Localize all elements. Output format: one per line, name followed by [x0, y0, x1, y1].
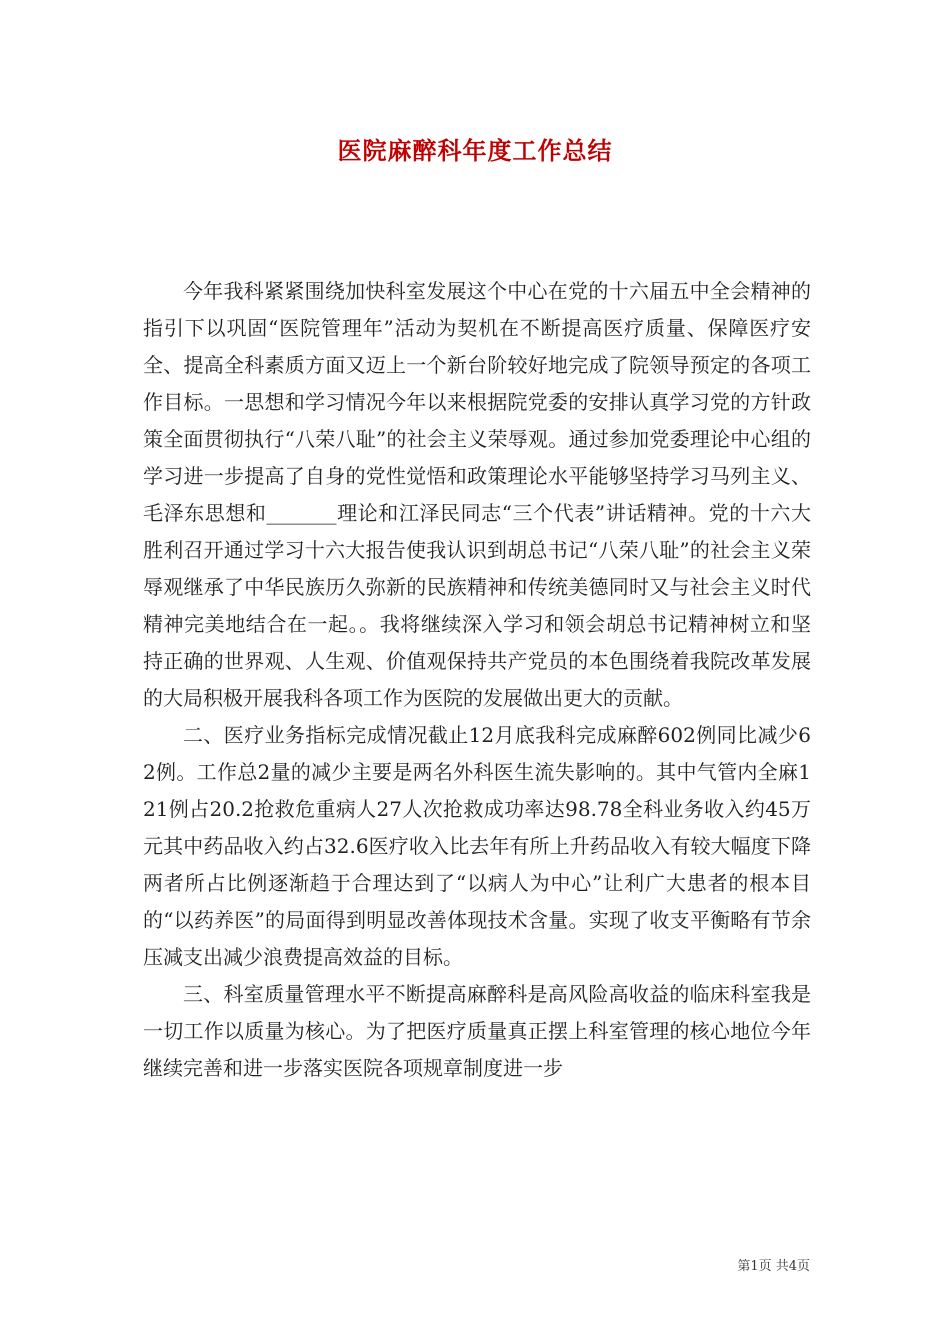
- page-number: 第1页 共4页: [737, 1259, 810, 1274]
- paragraph-3: 三、科室质量管理水平不断提高麻醉科是高风险高收益的临床科室我是一切工作以质量为核心。为了把医疗质量真正摆上科室管理的核心地位今年继续完善和进一步落实医院各项规章制度进一步: [143, 982, 811, 1080]
- document-body: [143, 273, 811, 1087]
- paragraph-2: 二、医疗业务指标完成情况截止12月底我科完成麻醉602例同比减少62例。工作总2量的减少主要是两名外科医生流失影响的。其中气管内全麻121例占20.2抢救危重病人27人次抢救成功率达98.78全科业务收入约45万元其中药品收入约占32.6医疗收入比去年有所上升药品收入有较大幅度下降两者所占比例逐渐趋于合理达到了“以病人为中心”让利广大患者的根本目的“以药养医”的局面得到明显改善体现技术含量。实现了收支平衡略有节余压减支出减少浪费提高效益的目标。: [143, 723, 811, 969]
- page-title: 医院麻醉科年度工作总结: [337, 136, 613, 165]
- paragraph-1: 今年我科紧紧围绕加快科室发展这个中心在党的十六届五中全会精神的指引下以巩固“医院管理年”活动为契机在不断提高医疗质量、保障医疗安全、提高全科素质方面又迈上一个新台阶较好地完成了院领导预定的各项工作目标。一思想和学习情况今年以来根据院党委的安排认真学习党的方针政策全面贯彻执行“八荣八耻”的社会主义荣辱观。通过参加党委理论中心组的学习进一步提高了自身的党性觉悟和政策理论水平能够坚持学习马列主义、毛泽东思想和_______理论和江泽民同志“三个代表”讲话精神。党的十六大胜利召开通过学习十六大报告使我认识到胡总书记“八荣八耻”的社会主义荣辱观继承了中华民族历久弥新的民族精神和传统美德同时又与社会主义时代精神完美地结合在一起。。我将继续深入学习和领会胡总书记精神树立和坚持正确的世界观、人生观、价值观保持共产党员的本色围绕着我院改革发展的大局积极开展我科各项工作为医院的发展做出更大的贡献。: [143, 279, 811, 710]
